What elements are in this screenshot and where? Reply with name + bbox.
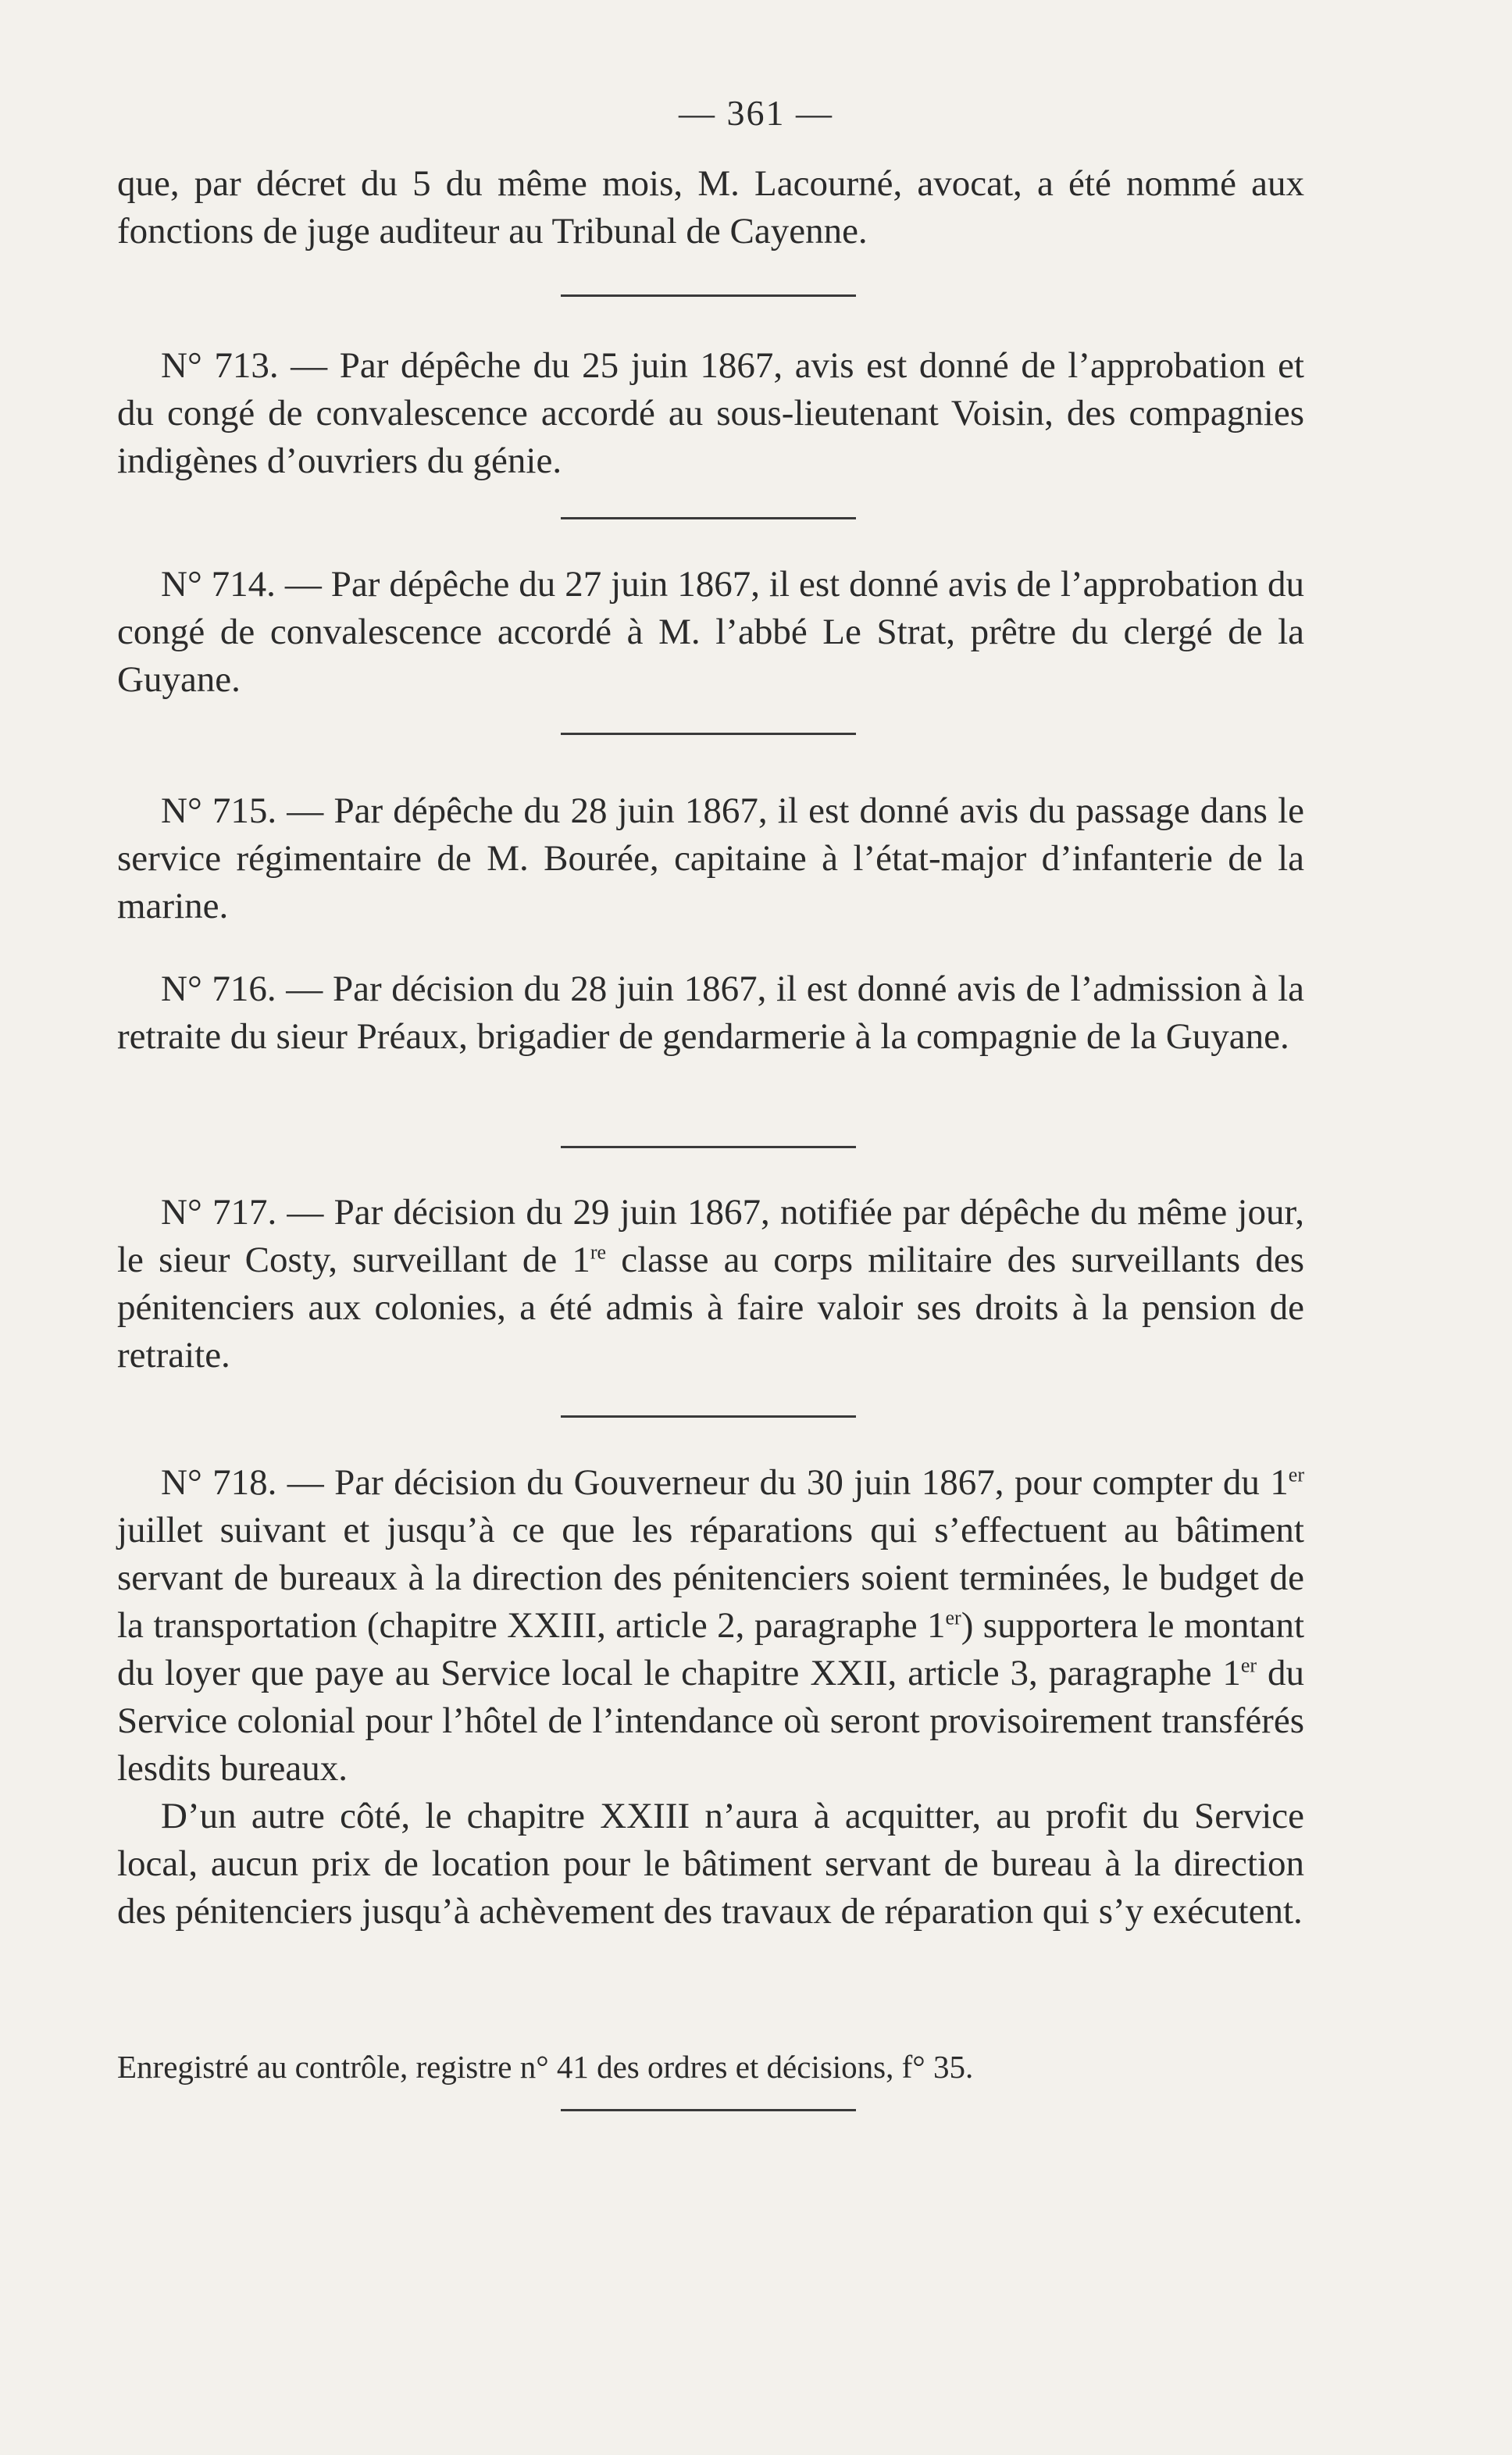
entry-717-text — [117, 1189, 1304, 1379]
entry-715-text: N° 715. — Par dépêche du 28 juin 1867, il est donné avis du passage dans le service régimentaire de M. Bourée, capitaine à l’état-major d’infanterie de la marine. — [117, 790, 1304, 926]
entry-716 — [117, 965, 1304, 1061]
separator-rule — [561, 294, 856, 297]
intro-text: que, par décret du 5 du même mois, M. Lacourné, avocat, a été nommé aux fonctions de juge auditeur au Tribunal de Cayenne. — [117, 163, 1304, 252]
entry-714-text: N° 714. — Par dépêche du 27 juin 1867, il est donné avis de l’approbation du congé de convalescence accordé à M. l’abbé Le Strat, prêtre du clergé de la Guyane. — [117, 564, 1304, 700]
entry-713 — [117, 342, 1304, 485]
entry-718-text-d: du Service colonial pour l’hôtel de l’intendance où seront provisoirement transférés lesdits bureaux. — [117, 1653, 1304, 1789]
superscript: er — [1240, 1654, 1257, 1677]
entry-718-paragraph-2: D’un autre côté, le chapitre XXIII n’aura à acquitter, au profit du Service local, aucun prix de location pour le bâtiment servant de bureau à la direction des pénitenciers jusqu’à achèvement des travaux de réparation qui s’y exécutent. — [117, 1796, 1304, 1932]
superscript: er — [1288, 1463, 1304, 1486]
entry-716-text: N° 716. — Par décision du 28 juin 1867, il est donné avis de l’admission à la retraite du sieur Préaux, brigadier de gendarmerie à la compagnie de la Guyane. — [117, 969, 1304, 1057]
entry-718-text-b: juillet suivant et jusqu’à ce que les réparations qui s’effectuent au bâtiment servant de bureaux à la direction des pénitenciers soient terminées, le budget de la transportation (chapitre XXIII, article 2, paragraphe 1 — [117, 1510, 1304, 1646]
separator-rule — [561, 517, 856, 519]
separator-rule — [561, 2109, 856, 2111]
superscript: re — [590, 1240, 607, 1264]
separator-rule — [561, 1415, 856, 1418]
separator-rule — [561, 1146, 856, 1148]
superscript: er — [945, 1606, 961, 1629]
entry-718-text-a: N° 718. — Par décision du Gouverneur du 30 juin 1867, pour compter du 1 — [161, 1462, 1289, 1503]
separator-rule — [561, 733, 856, 735]
intro-paragraph — [117, 160, 1304, 255]
entry-714 — [117, 561, 1304, 704]
entry-713-text: N° 713. — Par dépêche du 25 juin 1867, avis est donné de l’approbation et du congé de convalescence accordé au sous-lieutenant Voisin, des compagnies indigènes d’ouvriers du génie. — [117, 345, 1304, 481]
registration-note: Enregistré au contrôle, registre n° 41 des ordres et décisions, f° 35. — [117, 2049, 974, 2085]
entry-717 — [117, 1189, 1304, 1379]
entry-718-text-c: ) supportera le montant du loyer que paye au Service local le chapitre XXII, article 3, paragraphe 1 — [117, 1605, 1305, 1693]
entry-718 — [117, 1459, 1304, 1936]
entry-717-text-b: classe au corps militaire des surveillants des pénitenciers aux colonies, a été admis à faire valoir ses droits à la pension de retraite. — [117, 1240, 1304, 1376]
entry-717-text-a: N° 717. — Par décision du 29 juin 1867, notifiée par dépêche du même jour, le sieur Costy, surveillant de 1 — [117, 1192, 1304, 1280]
entry-718-paragraph-1 — [117, 1459, 1304, 1793]
entry-715 — [117, 787, 1304, 930]
page-number: — 361 — — [679, 93, 833, 133]
